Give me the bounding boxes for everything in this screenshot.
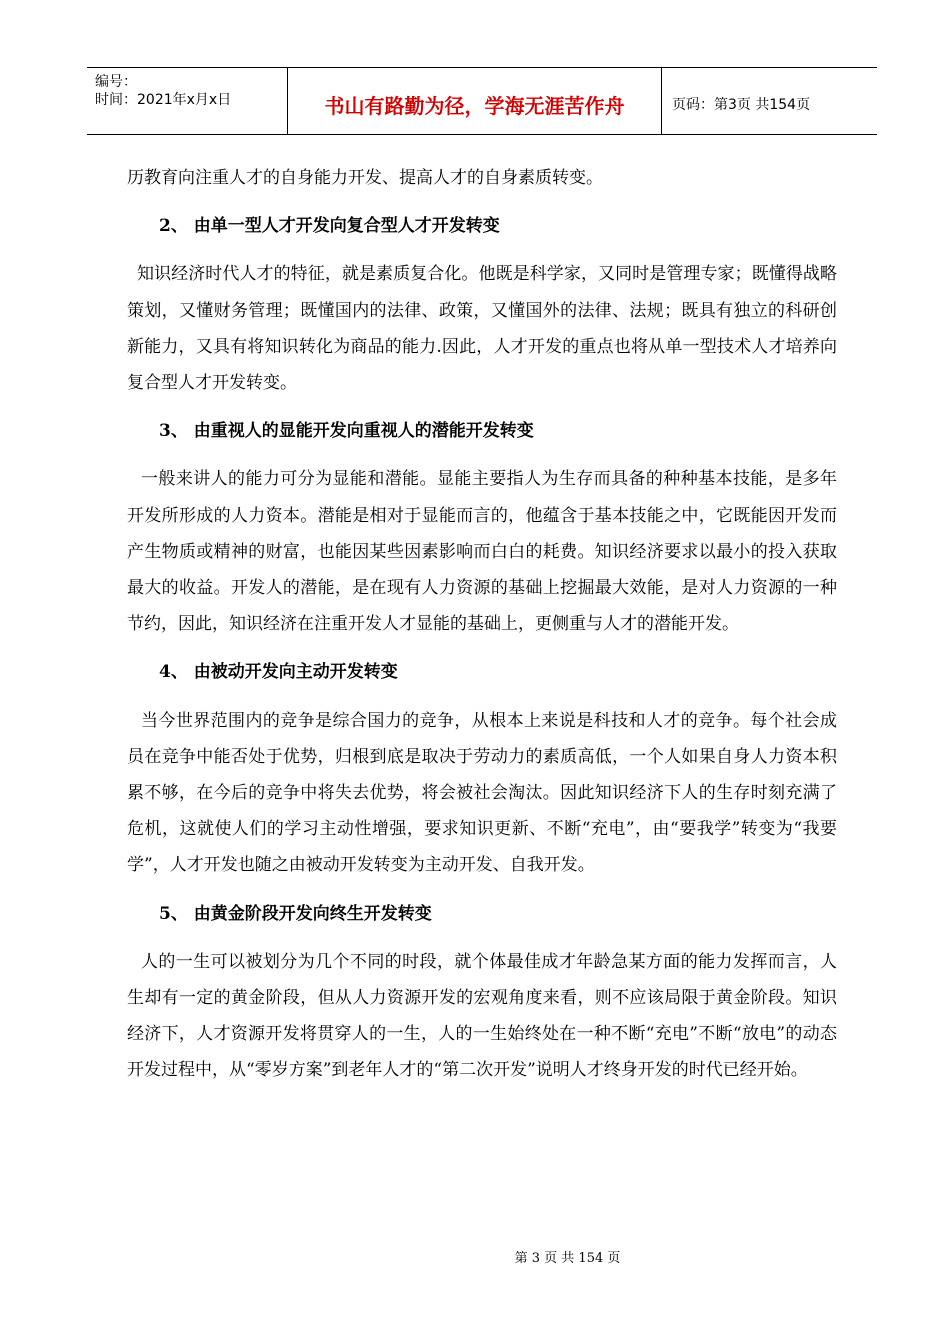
paragraph-continuation: 历教育向注重人才的自身能力开发、提高人才的自身素质转变。: [127, 168, 603, 188]
document-number-label: 编号：: [95, 74, 137, 90]
section-heading-2: 2、 由单一型人才开发向复合型人才开发转变: [159, 216, 500, 237]
page-header: [87, 67, 877, 135]
paragraph-section-5: 人的一生可以被划分为几个不同的时段，就个体最佳成才年龄急某方面的能力发挥而言，人生却有一定的黄金阶段，但从人力资源开发的宏观角度来看，则不应该局限于黄金阶段。知识经济下，人才资源开发将贯穿人的一生，人的一生始终处在一种不断“充电”不断“放电”的动态开发过程中，从“零岁方案”到老年人才的“第二次开发”说明人才终身开发的时代已经开始。: [127, 951, 837, 1081]
paragraph-section-3: 一般来讲人的能力可分为显能和潜能。显能主要指人为生存而具备的种种基本技能，是多年开发所形成的人力资本。潜能是相对于显能而言的，他蕴含于基本技能之中，它既能因开发而产生物质或精神的财富，也能因某些因素影响而白白的耗费。知识经济要求以最小的投入获取最大的收益。开发人的潜能，是在现有人力资源的基础上挖掘最大效能，是对人力资源的一种节约，因此，知识经济在注重开发人才显能的基础上，更侧重与人才的潜能开发。: [127, 469, 837, 635]
page-footer: 第 3 页 共 154 页: [514, 1251, 621, 1266]
document-body: [127, 160, 837, 1089]
paragraph-section-2: 知识经济时代人才的特征，就是素质复合化。他既是科学家，又同时是管理专家；既懂得战略策划，又懂财务管理；既懂国内的法律、政策，又懂国外的法律、法规；既具有独立的科研创新能力，又具有将知识转化为商品的能力.因此，人才开发的重点也将从单一型技术人才培养向复合型人才开发转变。: [127, 264, 837, 394]
document-time-label: 时间：2021年x月x日: [95, 92, 232, 108]
header-page-info: 页码：第3页 共154页: [672, 97, 811, 113]
section-heading-4: 4、 由被动开发向主动开发转变: [159, 662, 398, 683]
paragraph-section-4: 当今世界范围内的竞争是综合国力的竞争，从根本上来说是科技和人才的竞争。每个社会成员在竞争中能否处于优势，归根到底是取决于劳动力的素质高低，一个人如果自身人力资本积累不够，在今后的竞争中将失去优势，将会被社会淘汰。因此知识经济下人的生存时刻充满了危机，这就使人们的学习主动性增强，要求知识更新、不断“充电”，由“要我学”转变为“我要学”，人才开发也随之由被动开发转变为主动开发、自我开发。: [127, 710, 837, 876]
header-motto: 书山有路勤为径，学海无涯苦作舟: [288, 68, 662, 134]
section-heading-3: 3、 由重视人的显能开发向重视人的潜能开发转变: [159, 421, 534, 442]
header-meta: [87, 68, 288, 134]
section-heading-5: 5、 由黄金阶段开发向终生开发转变: [159, 903, 432, 924]
